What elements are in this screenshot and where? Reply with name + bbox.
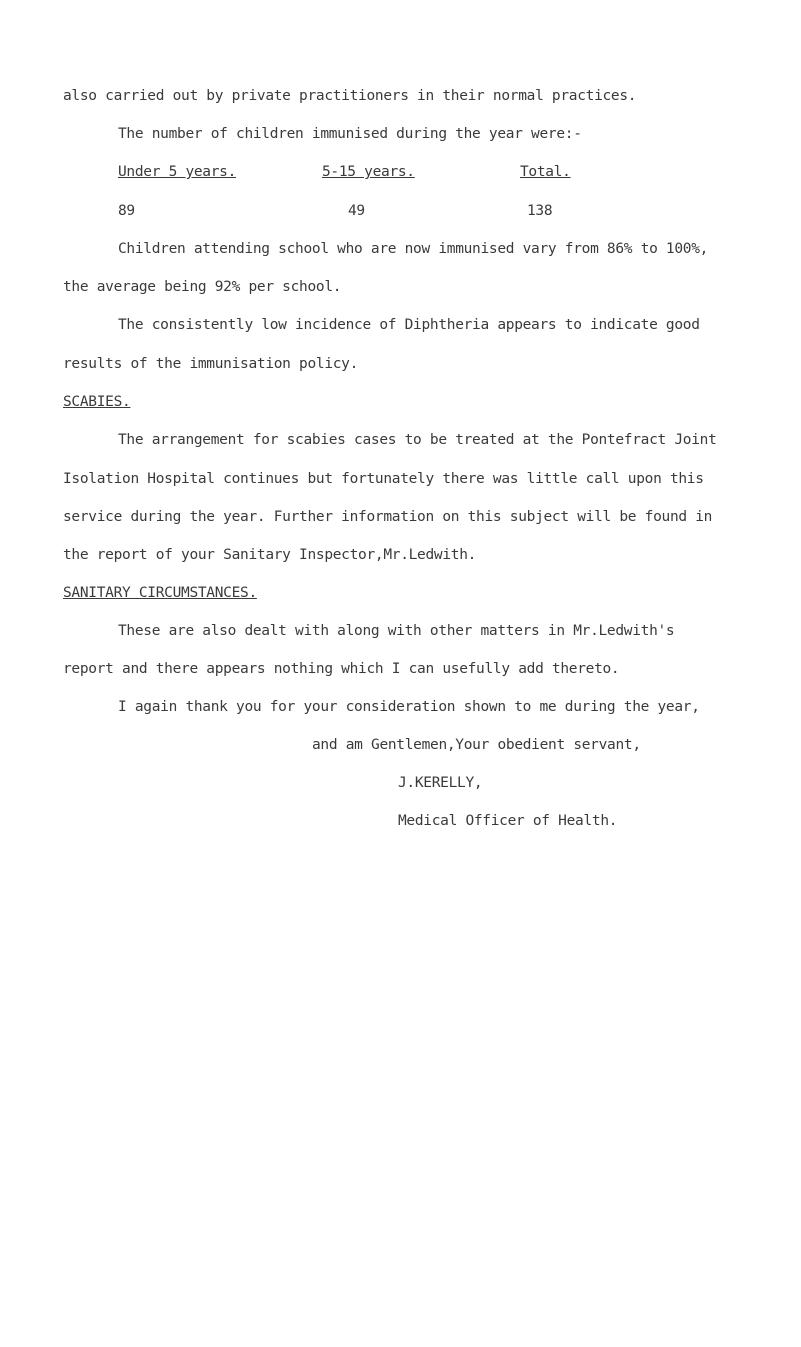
paragraph-line: service during the year. Further information on this subject will be found in (63, 509, 713, 525)
paragraph-line: The number of children immunised during the year were:- (118, 126, 582, 142)
paragraph-line: also carried out by private practitioners in their normal practices. (63, 88, 637, 104)
paragraph-line: The consistently low incidence of Diphtheria appears to indicate good (118, 317, 700, 333)
table-header-under-5: Under 5 years. (118, 164, 237, 180)
table-value-total: 138 (527, 203, 553, 219)
paragraph-line: Isolation Hospital continues but fortunately there was little call upon this (63, 471, 704, 487)
paragraph-line: These are also dealt with along with other matters in Mr.Ledwith's (118, 623, 675, 639)
closing-line: and am Gentlemen,Your obedient servant, (312, 737, 641, 753)
section-heading-scabies: SCABIES. (63, 394, 131, 410)
table-value-5-15: 49 (348, 203, 365, 219)
paragraph-line: I again thank you for your consideration shown to me during the year, (118, 699, 700, 715)
paragraph-line: the report of your Sanitary Inspector,Mr.Ledwith. (63, 547, 477, 563)
table-header-total: Total. (520, 164, 571, 180)
signature-name: J.KERELLY, (398, 775, 483, 791)
paragraph-line: the average being 92% per school. (63, 279, 342, 295)
section-heading-sanitary: SANITARY CIRCUMSTANCES. (63, 585, 257, 601)
table-header-5-15: 5-15 years. (322, 164, 415, 180)
paragraph-line: report and there appears nothing which I can usefully add thereto. (63, 661, 620, 677)
table-value-under-5: 89 (118, 203, 135, 219)
paragraph-line: results of the immunisation policy. (63, 356, 359, 372)
paragraph-line: The arrangement for scabies cases to be treated at the Pontefract Joint (118, 432, 717, 448)
paragraph-line: Children attending school who are now immunised vary from 86% to 100%, (118, 241, 709, 257)
signature-title: Medical Officer of Health. (398, 813, 618, 829)
